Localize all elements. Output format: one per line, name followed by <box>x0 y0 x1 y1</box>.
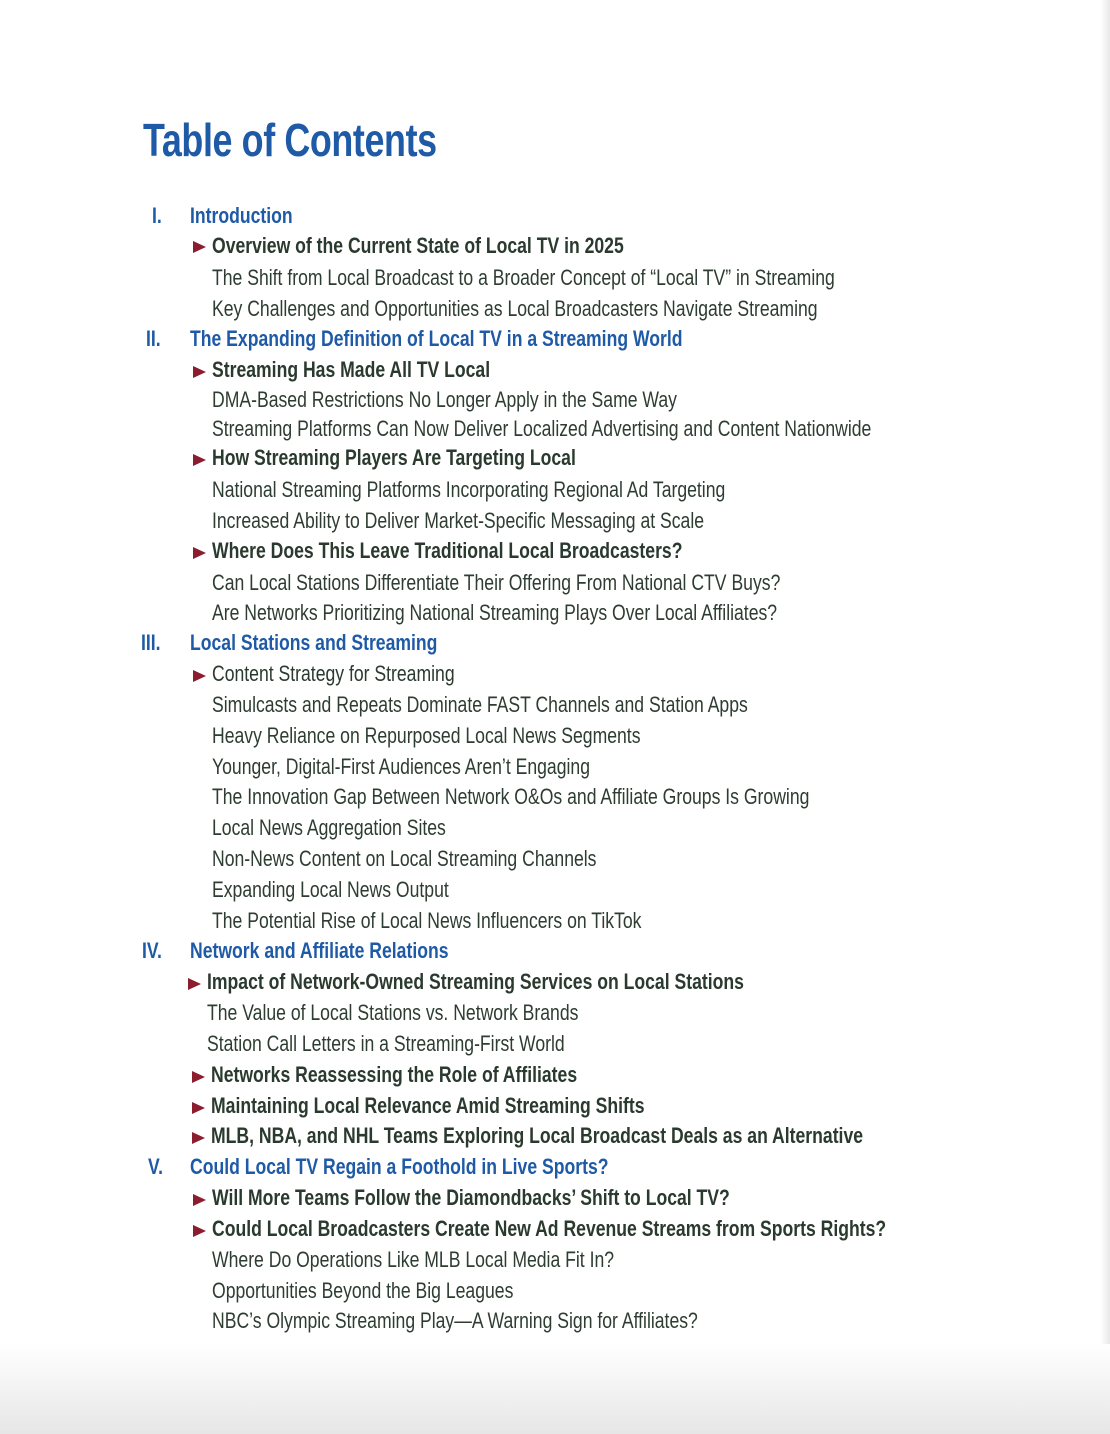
section-number: IV. <box>142 938 162 963</box>
subsection-title[interactable]: Could Local Broadcasters Create New Ad Revenue Streams from Sports Rights? <box>212 1216 887 1241</box>
toc-item[interactable]: Simulcasts and Repeats Dominate FAST Channels and Station Apps <box>212 692 748 717</box>
triangle-bullet-icon <box>193 454 206 466</box>
toc-item[interactable]: Younger, Digital-First Audiences Aren’t Engaging <box>212 754 590 779</box>
subsection-title[interactable]: Impact of Network-Owned Streaming Services on Local Stations <box>207 969 744 994</box>
subsection-title[interactable]: Streaming Has Made All TV Local <box>212 357 491 382</box>
triangle-bullet-icon <box>192 1102 205 1114</box>
toc-item[interactable]: Where Do Operations Like MLB Local Media Fit In? <box>212 1247 615 1272</box>
triangle-bullet-icon <box>192 1132 205 1144</box>
toc-item[interactable]: NBC’s Olympic Streaming Play—A Warning Sign for Affiliates? <box>212 1308 698 1333</box>
toc-item[interactable]: Streaming Platforms Can Now Deliver Localized Advertising and Content Nationwide <box>212 416 872 441</box>
triangle-bullet-icon <box>193 547 206 559</box>
toc-item[interactable]: The Innovation Gap Between Network O&Os and Affiliate Groups Is Growing <box>212 784 810 809</box>
toc-item[interactable]: Opportunities Beyond the Big Leagues <box>212 1278 514 1303</box>
subsection-title[interactable]: Overview of the Current State of Local TV in 2025 <box>212 233 624 258</box>
section-title[interactable]: Local Stations and Streaming <box>190 630 438 655</box>
triangle-bullet-icon <box>193 366 206 378</box>
subsection-title[interactable]: Maintaining Local Relevance Amid Streaming Shifts <box>211 1093 645 1118</box>
toc-item[interactable]: The Shift from Local Broadcast to a Broader Concept of “Local TV” in Streaming <box>212 265 835 290</box>
toc-item[interactable]: Local News Aggregation Sites <box>212 815 446 840</box>
section-number: V. <box>148 1154 164 1179</box>
toc-item[interactable]: The Value of Local Stations vs. Network Brands <box>207 1000 579 1025</box>
toc-item[interactable]: Station Call Letters in a Streaming-First World <box>207 1031 565 1056</box>
toc-item[interactable]: The Potential Rise of Local News Influencers on TikTok <box>212 908 642 933</box>
section-title[interactable]: The Expanding Definition of Local TV in a Streaming World <box>190 326 683 351</box>
section-title[interactable]: Network and Affiliate Relations <box>190 938 449 963</box>
toc-item[interactable]: DMA-Based Restrictions No Longer Apply in the Same Way <box>212 387 677 412</box>
section-number: II. <box>146 326 161 351</box>
section-number: III. <box>141 630 161 655</box>
subsection-title[interactable]: How Streaming Players Are Targeting Local <box>212 445 576 470</box>
subsection-title[interactable]: Where Does This Leave Traditional Local Broadcasters? <box>212 538 683 563</box>
section-title[interactable]: Introduction <box>190 203 293 228</box>
toc-item[interactable]: Heavy Reliance on Repurposed Local News Segments <box>212 723 641 748</box>
toc-item[interactable]: Can Local Stations Differentiate Their Offering From National CTV Buys? <box>212 570 781 595</box>
triangle-bullet-icon <box>192 1071 205 1083</box>
page-title: Table of Contents <box>143 114 437 166</box>
toc-item[interactable]: Non-News Content on Local Streaming Channels <box>212 846 597 871</box>
toc-item[interactable]: Key Challenges and Opportunities as Local Broadcasters Navigate Streaming <box>212 296 818 321</box>
triangle-bullet-icon <box>193 241 206 253</box>
subsection-title[interactable]: Content Strategy for Streaming <box>212 661 455 686</box>
page-bottom-shadow <box>0 1344 1110 1434</box>
toc-item[interactable]: National Streaming Platforms Incorporating Regional Ad Targeting <box>212 477 726 502</box>
triangle-bullet-icon <box>193 1225 206 1237</box>
page-edge-shadow <box>1100 0 1110 1434</box>
triangle-bullet-icon <box>193 1194 206 1206</box>
triangle-bullet-icon <box>193 670 206 682</box>
section-title[interactable]: Could Local TV Regain a Foothold in Live Sports? <box>190 1154 609 1179</box>
section-number: I. <box>152 203 162 228</box>
triangle-bullet-icon <box>188 978 201 990</box>
subsection-title[interactable]: Networks Reassessing the Role of Affiliates <box>211 1062 578 1087</box>
toc-item[interactable]: Expanding Local News Output <box>212 877 449 902</box>
subsection-title[interactable]: MLB, NBA, and NHL Teams Exploring Local Broadcast Deals as an Alternative <box>211 1123 864 1148</box>
subsection-title[interactable]: Will More Teams Follow the Diamondbacks’ Shift to Local TV? <box>212 1185 730 1210</box>
toc-item[interactable]: Increased Ability to Deliver Market-Specific Messaging at Scale <box>212 508 705 533</box>
toc-item[interactable]: Are Networks Prioritizing National Streaming Plays Over Local Affiliates? <box>212 600 778 625</box>
